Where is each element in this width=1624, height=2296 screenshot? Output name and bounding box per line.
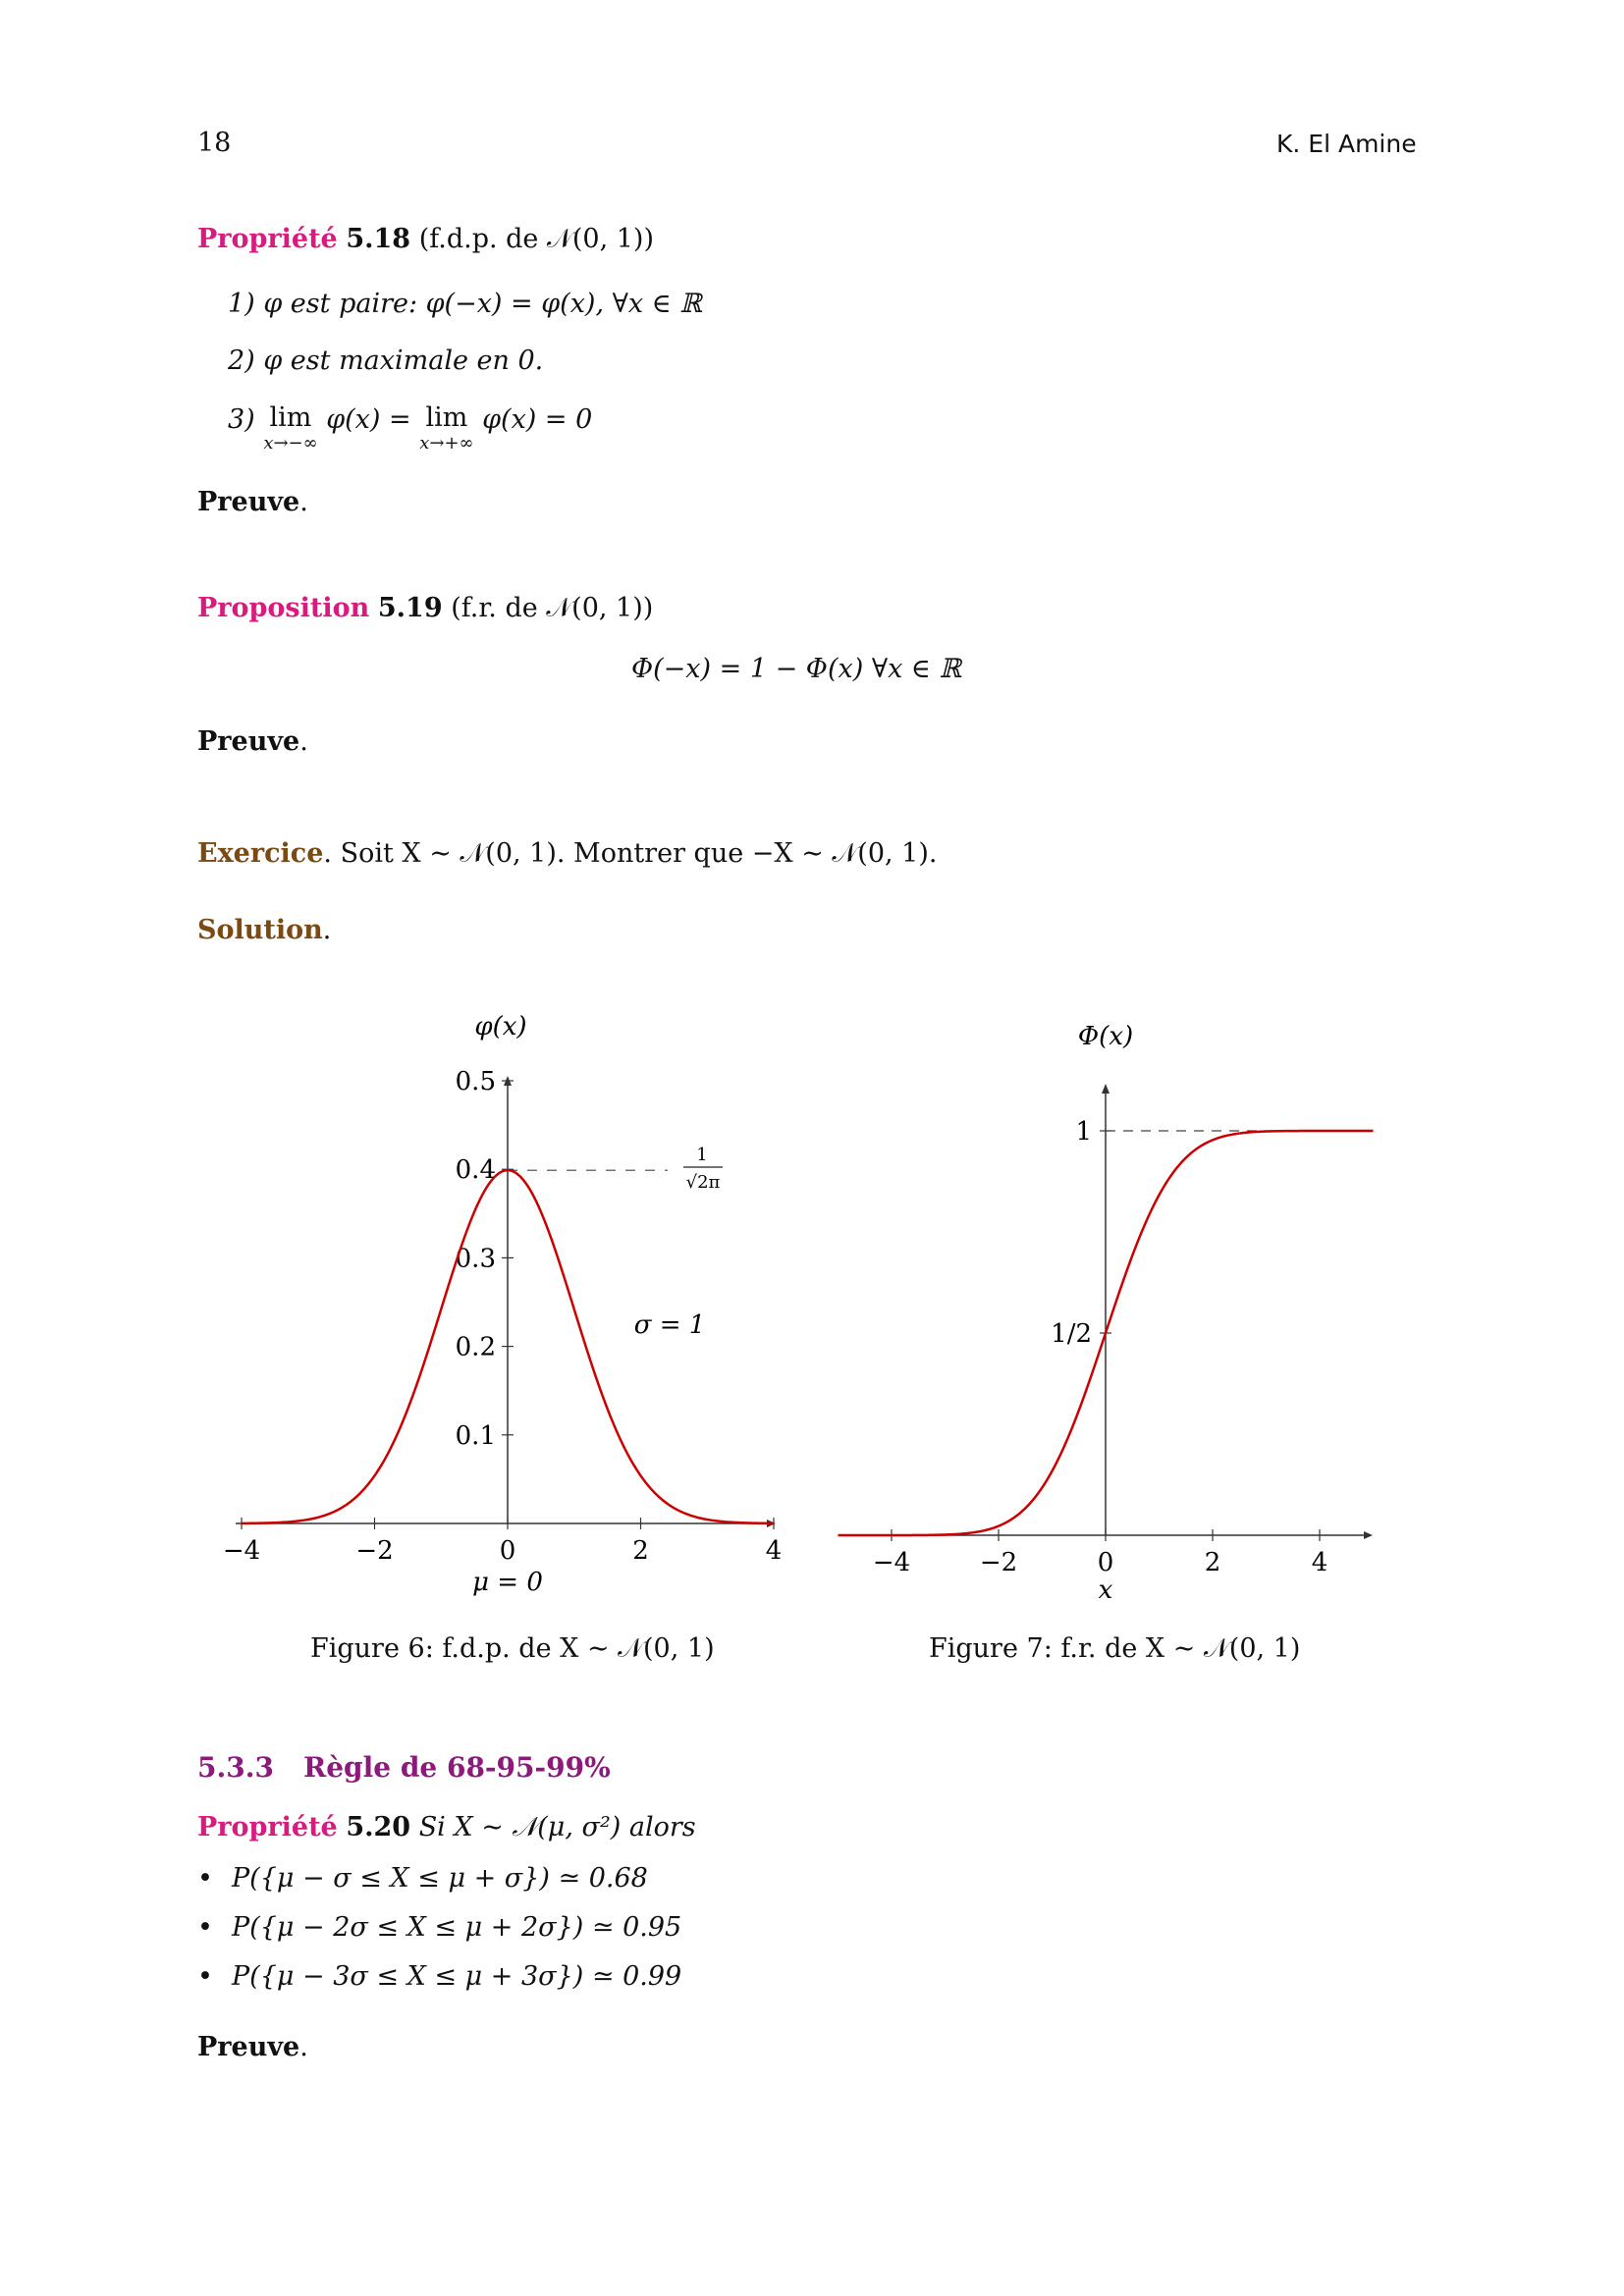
x-tick-label: 2 [1204, 1548, 1221, 1577]
x-tick-label: 2 [632, 1536, 649, 1566]
x-tick-label: 4 [1311, 1548, 1328, 1577]
peak-fraction-denominator: √2π [685, 1172, 721, 1193]
running-header-author: K. El Amine [1276, 130, 1417, 158]
x-tick-label: 0 [499, 1536, 516, 1566]
y-tick-label: 0.2 [455, 1332, 496, 1362]
property-statement: Si X ∼ 𝒩(μ, σ²) alors [418, 1812, 696, 1842]
figure-6-density-plot [196, 1001, 805, 1610]
property-5-18-heading [197, 224, 654, 255]
solution-label: Solution. [197, 915, 332, 945]
proof-label: Preuve. [197, 487, 308, 517]
y-tick-label: 0.3 [455, 1244, 496, 1274]
proof-label: Preuve. [197, 726, 308, 757]
limit-plus-infinity: lim x→+∞ [419, 402, 474, 454]
proposition-5-19-heading [197, 593, 653, 624]
page-number: 18 [197, 128, 232, 158]
property-number: 5.18 [346, 224, 411, 254]
section-title: Règle de 68-95-99% [302, 1751, 611, 1784]
item-number: 1) [228, 289, 255, 319]
bullet-item: • P({μ − 3σ ≤ X ≤ μ + 3σ}) ≃ 0.99 [197, 1961, 682, 1992]
item-text: φ est paire: φ(−x) = φ(x), ∀x ∈ ℝ [263, 289, 702, 319]
figure-7-caption: Figure 7: f.r. de X ∼ 𝒩(0, 1) [929, 1633, 1301, 1664]
exercise-text: Soit X ∼ 𝒩(0, 1). Montrer que −X ∼ 𝒩(0, 1). [340, 838, 938, 869]
proposition-title: (f.r. de 𝒩(0, 1)) [451, 593, 654, 623]
x-tick-label: 4 [765, 1536, 783, 1566]
section-number: 5.3.3 [197, 1751, 274, 1784]
y-axis-label: Φ(x) [1077, 1022, 1134, 1051]
y-tick-label: 0.5 [455, 1067, 496, 1096]
proposition-kind: Proposition [197, 593, 370, 623]
item-number: 2) [228, 346, 255, 376]
x-axis-label: x [1098, 1575, 1113, 1605]
peak-fraction-numerator: 1 [696, 1145, 708, 1165]
limit-minus-infinity: lim x→−∞ [263, 402, 318, 454]
property-kind: Propriété [197, 224, 338, 254]
x-axis-label: μ = 0 [472, 1568, 543, 1597]
x-tick-label: −2 [355, 1536, 394, 1566]
x-tick-label: 0 [1097, 1548, 1114, 1577]
exercise: Exercice. Soit X ∼ 𝒩(0, 1). Montrer que −X ∼ 𝒩(0, 1). [197, 838, 938, 869]
property-kind: Propriété [197, 1812, 338, 1842]
property-5-20-heading [197, 1812, 696, 1843]
proof-label: Preuve. [197, 2032, 308, 2062]
sigma-annotation: σ = 1 [633, 1310, 706, 1340]
bullet-item: • P({μ − σ ≤ X ≤ μ + σ}) ≃ 0.68 [197, 1863, 648, 1894]
x-tick-label: −4 [872, 1548, 911, 1577]
y-tick-label: 1/2 [1051, 1319, 1092, 1349]
x-tick-label: −2 [979, 1548, 1018, 1577]
x-tick-label: −4 [222, 1536, 261, 1566]
property-title: (f.d.p. de 𝒩(0, 1)) [418, 224, 654, 254]
item-text: φ est maximale en 0. [263, 346, 544, 376]
property-number: 5.20 [346, 1812, 411, 1842]
item-number: 3) [228, 404, 255, 435]
exercise-label: Exercice [197, 838, 324, 869]
proposition-number: 5.19 [377, 593, 443, 623]
item-text: φ(x) = [326, 404, 411, 435]
property-item-2 [228, 346, 543, 376]
y-tick-label: 1 [1075, 1117, 1092, 1147]
y-axis-arrow [1102, 1084, 1110, 1094]
x-axis-arrow [1364, 1531, 1373, 1539]
bullet-item: • P({μ − 2σ ≤ X ≤ μ + 2σ}) ≃ 0.95 [197, 1912, 682, 1943]
proposition-formula: Φ(−x) = 1 − Φ(x) ∀x ∈ ℝ [631, 654, 961, 684]
figure-6-caption: Figure 6: f.d.p. de X ∼ 𝒩(0, 1) [310, 1633, 715, 1664]
figure-7-cdf-plot [825, 1011, 1394, 1620]
y-tick-label: 0.4 [455, 1155, 496, 1186]
property-item-1 [228, 289, 702, 319]
item-text: φ(x) = 0 [482, 404, 593, 435]
property-item-3 [228, 404, 592, 453]
section-heading [197, 1751, 611, 1784]
y-tick-label: 0.1 [455, 1420, 496, 1451]
y-axis-label: φ(x) [474, 1012, 527, 1041]
